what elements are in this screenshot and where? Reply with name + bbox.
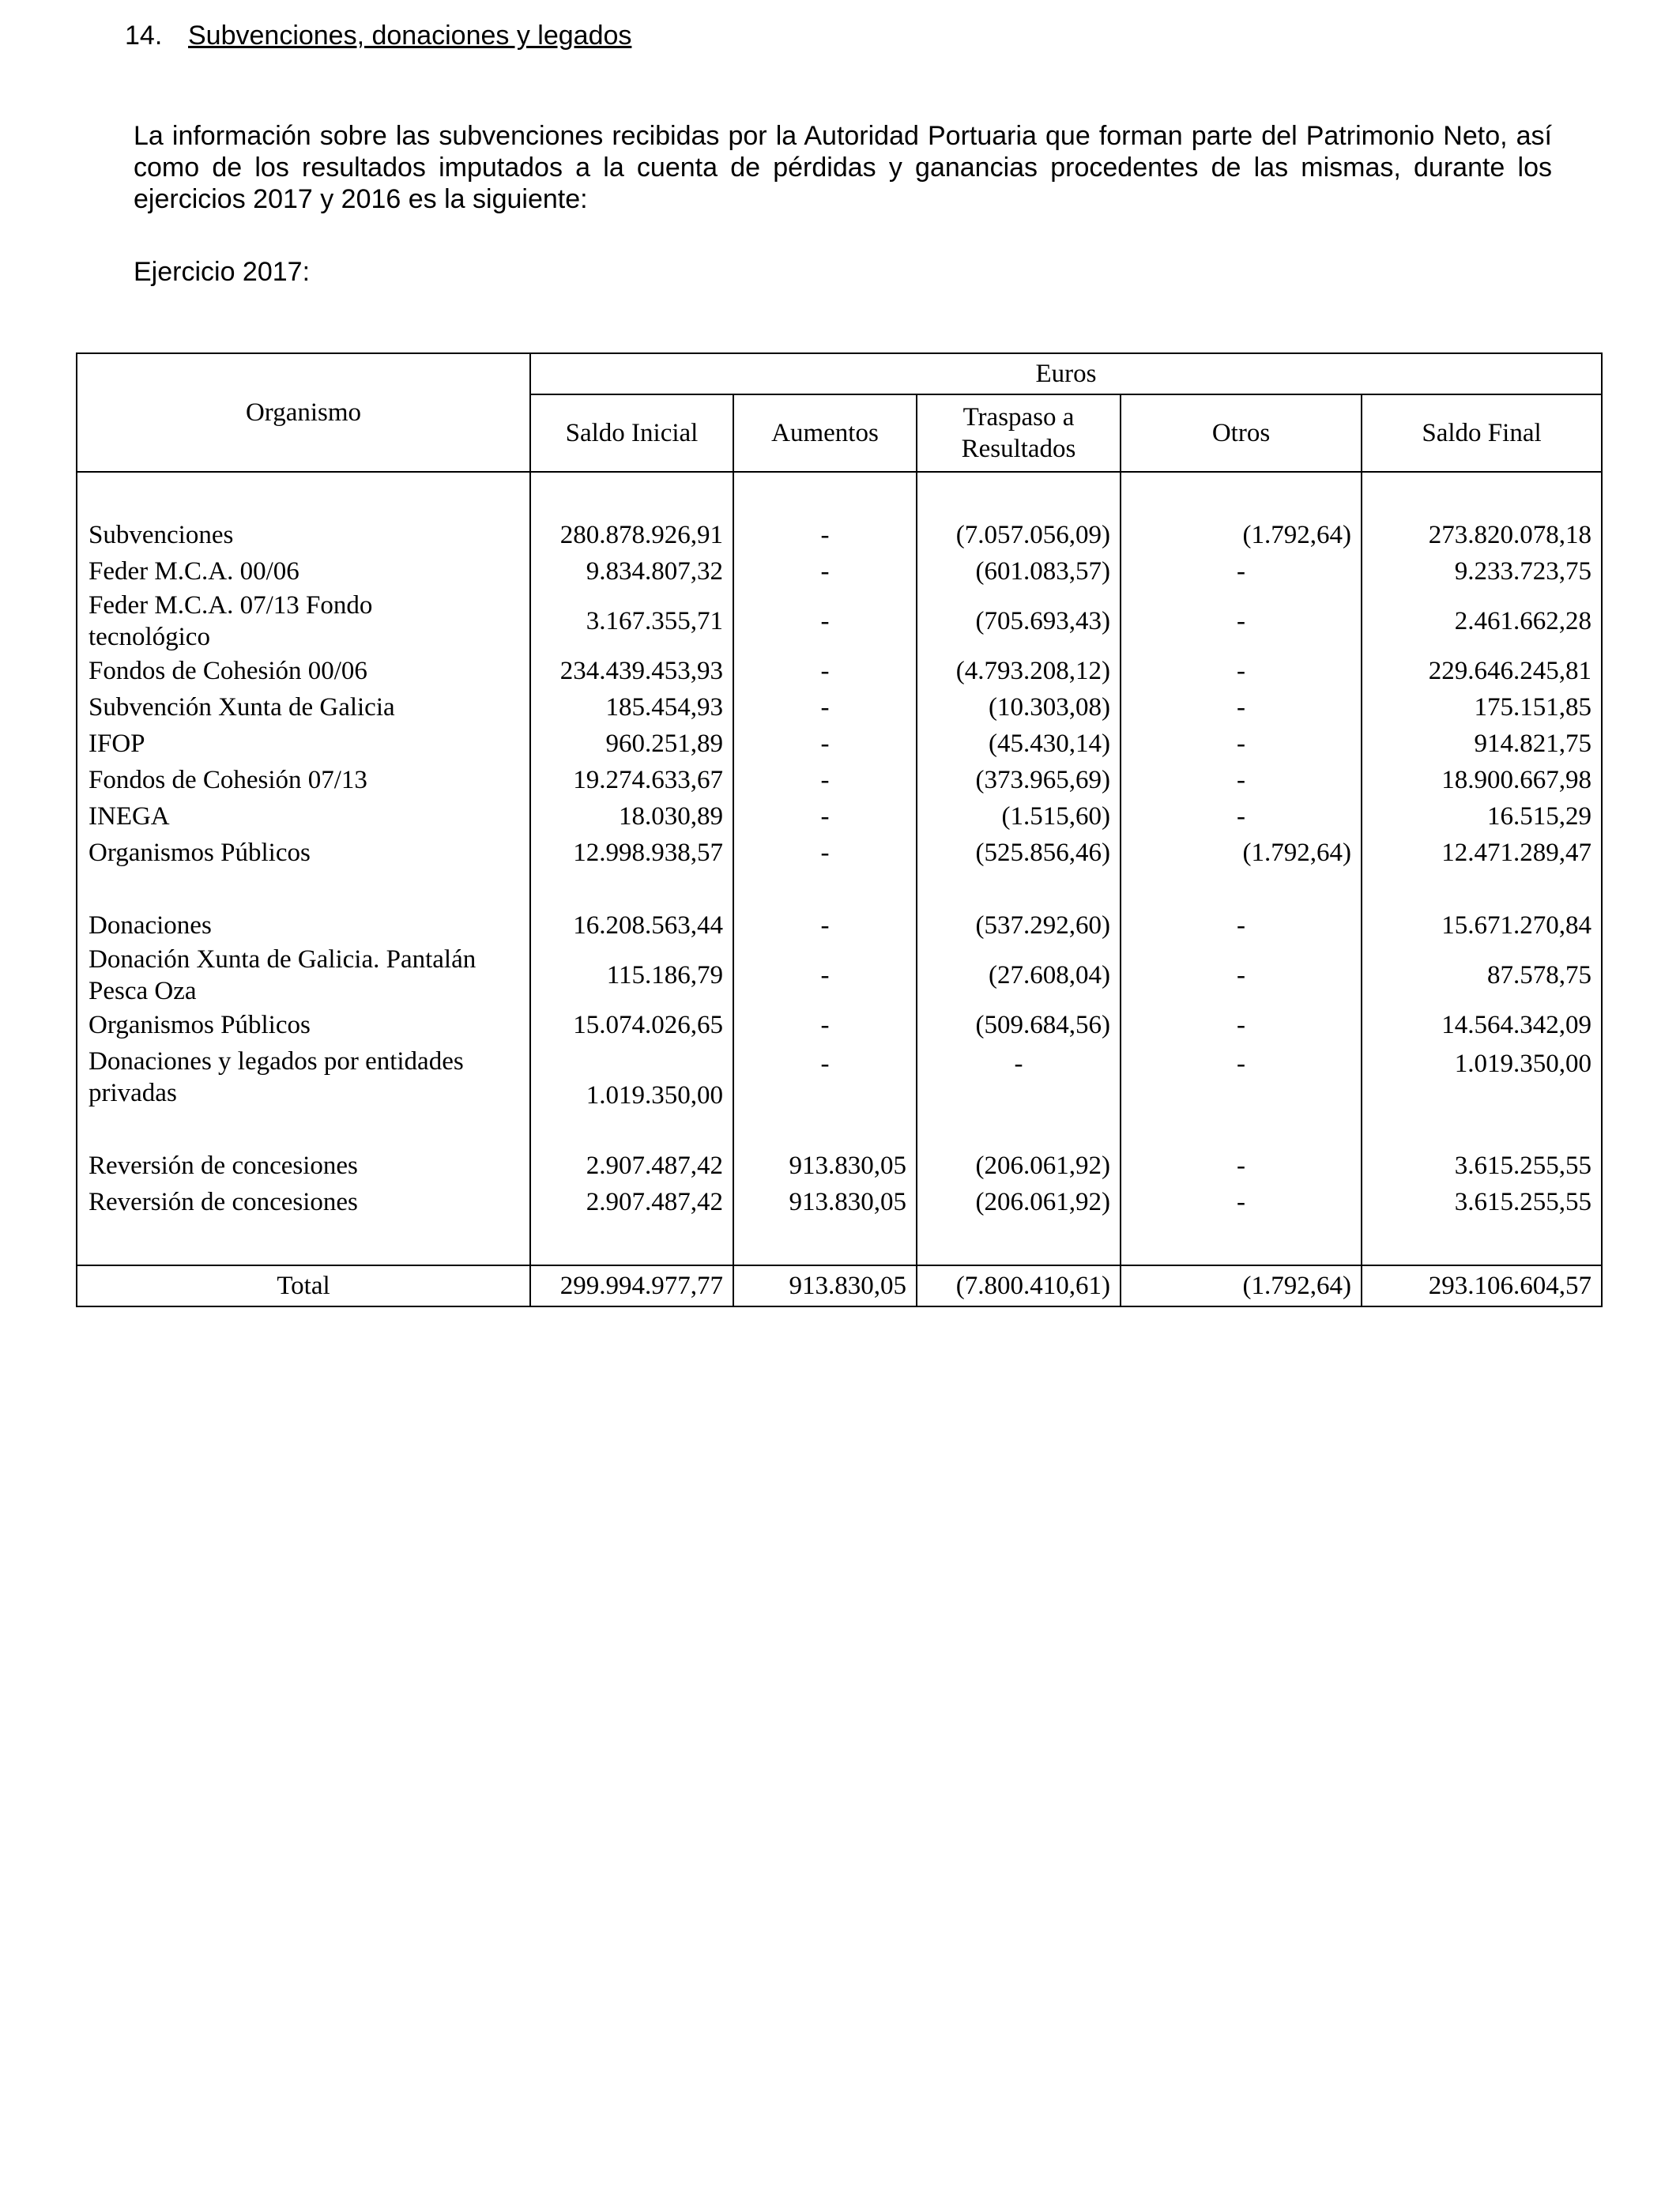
cell-saldo-final: 2.461.662,28 — [1362, 590, 1602, 653]
cell-traspaso: (27.608,04) — [917, 944, 1121, 1007]
row-name — [77, 590, 530, 653]
row-name-line2: privadas — [89, 1079, 177, 1107]
cell-otros: - — [1121, 726, 1362, 762]
cell-saldo-final: 18.900.667,98 — [1362, 762, 1602, 798]
row-name: Organismos Públicos — [77, 835, 530, 871]
table-row — [77, 944, 1602, 1007]
cell-otros: - — [1121, 553, 1362, 590]
header-saldo-final: Saldo Final — [1362, 394, 1602, 472]
header-saldo-inicial: Saldo Inicial — [530, 394, 733, 472]
header-aumentos: Aumentos — [733, 394, 917, 472]
cell-saldo-inicial: 15.074.026,65 — [530, 1007, 733, 1043]
cell-saldo-final: 9.233.723,75 — [1362, 553, 1602, 590]
cell-saldo-inicial: 234.439.453,93 — [530, 653, 733, 689]
header-otros: Otros — [1121, 394, 1362, 472]
cell-traspaso: (601.083,57) — [917, 553, 1121, 590]
row-name-line1: Feder M.C.A. 07/13 Fondo — [89, 591, 373, 620]
cell-saldo-inicial: 19.274.633,67 — [530, 762, 733, 798]
total-row — [77, 1265, 1602, 1306]
header-traspaso — [917, 394, 1121, 472]
table-row — [77, 798, 1602, 835]
row-name-line1: Donación Xunta de Galicia. Pantalán — [89, 945, 477, 974]
cell-saldo-inicial: 2.907.487,42 — [530, 1184, 733, 1220]
cell-aumentos: - — [733, 798, 917, 835]
cell-aumentos: - — [733, 653, 917, 689]
total-saldo-inicial: 299.994.977,77 — [530, 1265, 733, 1306]
row-name-line1: Donaciones y legados por entidades — [89, 1047, 464, 1076]
cell-traspaso: (525.856,46) — [917, 835, 1121, 871]
row-name — [77, 944, 530, 1007]
cell-traspaso: (206.061,92) — [917, 1148, 1121, 1184]
cell-saldo-inicial: 12.998.938,57 — [530, 835, 733, 871]
table-row — [77, 590, 1602, 653]
cell-saldo-final: 229.646.245,81 — [1362, 653, 1602, 689]
total-aumentos: 913.830,05 — [733, 1265, 917, 1306]
cell-saldo-final: 12.471.289,47 — [1362, 835, 1602, 871]
cell-saldo-final: 15.671.270,84 — [1362, 907, 1602, 944]
header-traspaso-line1: Traspaso a — [962, 403, 1075, 432]
cell-saldo-inicial: 2.907.487,42 — [530, 1148, 733, 1184]
row-name: Reversión de concesiones — [77, 1148, 530, 1184]
section-number: 14. — [125, 21, 163, 51]
cell-aumentos: - — [733, 907, 917, 944]
row-name: Subvenciones — [77, 517, 530, 553]
cell-saldo-inicial: 9.834.807,32 — [530, 553, 733, 590]
cell-traspaso: (705.693,43) — [917, 590, 1121, 653]
cell-aumentos: 913.830,05 — [733, 1184, 917, 1220]
cell-aumentos: - — [733, 726, 917, 762]
cell-saldo-final: 1.019.350,00 — [1362, 1043, 1602, 1111]
cell-aumentos: - — [733, 1007, 917, 1043]
cell-traspaso: (373.965,69) — [917, 762, 1121, 798]
table-row — [77, 835, 1602, 871]
table-row — [77, 1007, 1602, 1043]
cell-traspaso: (45.430,14) — [917, 726, 1121, 762]
table-row — [77, 907, 1602, 944]
cell-otros: - — [1121, 762, 1362, 798]
table-row — [77, 553, 1602, 590]
row-name: Reversión de concesiones — [77, 1184, 530, 1220]
cell-saldo-final: 175.151,85 — [1362, 689, 1602, 726]
cell-aumentos: - — [733, 762, 917, 798]
total-label: Total — [77, 1265, 530, 1306]
table-row — [77, 1043, 1602, 1111]
cell-aumentos: - — [733, 1043, 917, 1111]
section-title: Subvenciones, donaciones y legados — [188, 21, 632, 51]
cell-otros: - — [1121, 1148, 1362, 1184]
cell-aumentos: - — [733, 553, 917, 590]
cell-traspaso: (509.684,56) — [917, 1007, 1121, 1043]
row-name: INEGA — [77, 798, 530, 835]
cell-saldo-final: 3.615.255,55 — [1362, 1148, 1602, 1184]
cell-saldo-inicial: 960.251,89 — [530, 726, 733, 762]
cell-saldo-inicial: 115.186,79 — [530, 944, 733, 1007]
row-name: IFOP — [77, 726, 530, 762]
cell-traspaso: (537.292,60) — [917, 907, 1121, 944]
grants-table — [76, 352, 1603, 1307]
row-name — [77, 1043, 530, 1111]
cell-otros: - — [1121, 944, 1362, 1007]
cell-traspaso: (1.515,60) — [917, 798, 1121, 835]
cell-saldo-inicial: 280.878.926,91 — [530, 517, 733, 553]
row-name: Fondos de Cohesión 00/06 — [77, 653, 530, 689]
cell-saldo-final: 87.578,75 — [1362, 944, 1602, 1007]
cell-traspaso: (10.303,08) — [917, 689, 1121, 726]
cell-saldo-final: 3.615.255,55 — [1362, 1184, 1602, 1220]
cell-otros: - — [1121, 1043, 1362, 1111]
cell-saldo-inicial: 185.454,93 — [530, 689, 733, 726]
cell-saldo-inicial: 18.030,89 — [530, 798, 733, 835]
header-organismo: Organismo — [77, 353, 530, 472]
cell-otros: - — [1121, 1184, 1362, 1220]
cell-saldo-final: 16.515,29 — [1362, 798, 1602, 835]
intro-paragraph: La información sobre las subvenciones recibidas por la Autoridad Portuaria que forman parte del Patrimonio Neto, así como de los resultados imputados a la cuenta de pérdidas y ganancias procedentes de las mismas, durante los ejercicios 2017 y 2016 es la siguiente: — [134, 121, 1552, 214]
cell-saldo-final: 273.820.078,18 — [1362, 517, 1602, 553]
cell-traspaso: - — [917, 1043, 1121, 1111]
cell-traspaso: (206.061,92) — [917, 1184, 1121, 1220]
row-name-line2: Pesca Oza — [89, 977, 197, 1005]
total-otros: (1.792,64) — [1121, 1265, 1362, 1306]
cell-traspaso: (7.057.056,09) — [917, 517, 1121, 553]
total-traspaso: (7.800.410,61) — [917, 1265, 1121, 1306]
row-name-line2: tecnológico — [89, 623, 210, 651]
cell-otros: - — [1121, 653, 1362, 689]
cell-aumentos: - — [733, 517, 917, 553]
cell-otros: - — [1121, 798, 1362, 835]
table-row — [77, 762, 1602, 798]
exercise-label: Ejercicio 2017: — [134, 257, 311, 287]
row-name: Organismos Públicos — [77, 1007, 530, 1043]
cell-saldo-final: 914.821,75 — [1362, 726, 1602, 762]
cell-aumentos: - — [733, 689, 917, 726]
table-row — [77, 653, 1602, 689]
cell-traspaso: (4.793.208,12) — [917, 653, 1121, 689]
cell-aumentos: - — [733, 835, 917, 871]
table-row — [77, 1148, 1602, 1184]
cell-otros: - — [1121, 1007, 1362, 1043]
cell-otros: - — [1121, 907, 1362, 944]
total-saldo-final: 293.106.604,57 — [1362, 1265, 1602, 1306]
cell-otros: (1.792,64) — [1121, 835, 1362, 871]
cell-otros: - — [1121, 590, 1362, 653]
cell-aumentos: - — [733, 590, 917, 653]
header-currency: Euros — [530, 353, 1602, 394]
cell-otros: (1.792,64) — [1121, 517, 1362, 553]
table-row — [77, 726, 1602, 762]
table-row — [77, 517, 1602, 553]
row-name: Fondos de Cohesión 07/13 — [77, 762, 530, 798]
cell-otros: - — [1121, 689, 1362, 726]
row-name: Feder M.C.A. 00/06 — [77, 553, 530, 590]
cell-aumentos: 913.830,05 — [733, 1148, 917, 1184]
table-row — [77, 689, 1602, 726]
cell-saldo-inicial: 16.208.563,44 — [530, 907, 733, 944]
row-name: Donaciones — [77, 907, 530, 944]
row-name: Subvención Xunta de Galicia — [77, 689, 530, 726]
cell-aumentos: - — [733, 944, 917, 1007]
section-heading — [125, 21, 631, 51]
cell-saldo-inicial: 1.019.350,00 — [530, 1043, 733, 1111]
table-row — [77, 1184, 1602, 1220]
header-traspaso-line2: Resultados — [961, 435, 1076, 463]
cell-saldo-final: 14.564.342,09 — [1362, 1007, 1602, 1043]
cell-saldo-inicial: 3.167.355,71 — [530, 590, 733, 653]
